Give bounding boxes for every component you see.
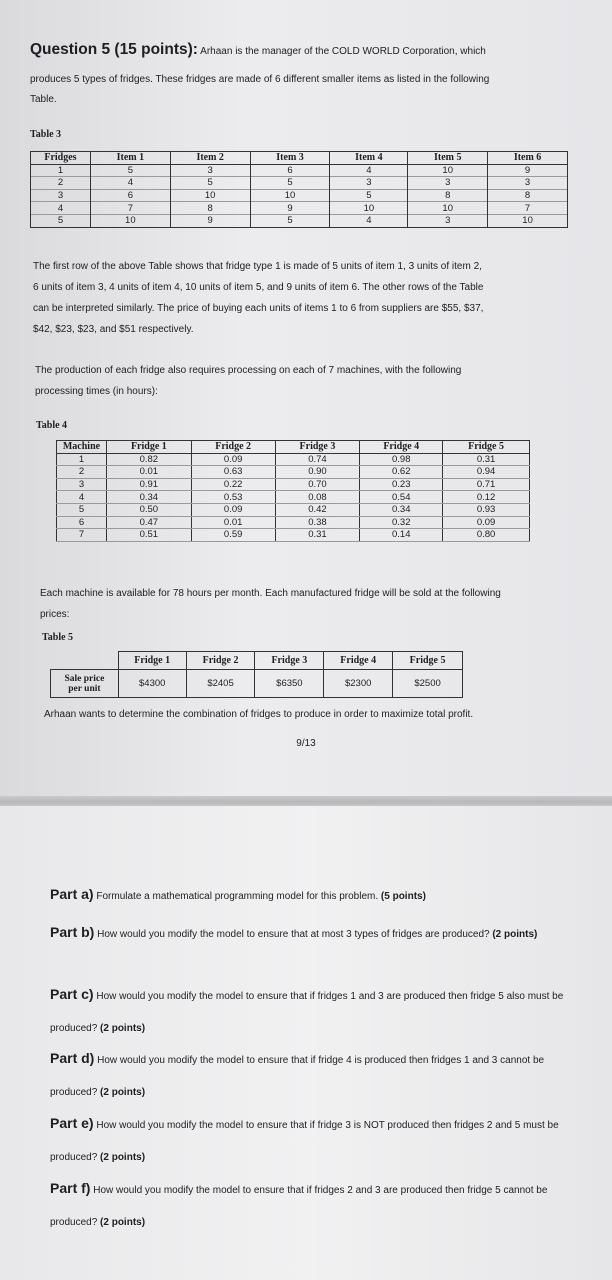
price-cell: $4300	[118, 670, 186, 698]
table-row	[57, 516, 530, 529]
part-text: How would you modify the model to ensure that if fridges 1 and 3 are produced then fridge 5 also must be produced?	[50, 991, 564, 1034]
text-line: The production of each fridge also requires processing on each of 7 machines, with the following	[35, 365, 462, 376]
part-label: Part d)	[50, 1050, 95, 1066]
question-heading	[30, 38, 590, 64]
table-cell: 10	[488, 214, 568, 227]
table-cell: 10	[250, 189, 330, 202]
table-cell: 7	[488, 202, 568, 215]
part-label: Part b)	[50, 924, 95, 940]
table-cell: 3	[170, 164, 250, 177]
table-cell: 0.14	[360, 529, 443, 542]
table-5-header: Fridge 2	[186, 652, 255, 670]
part-label: Part e)	[50, 1115, 94, 1131]
table-3-header: Item 3	[250, 152, 330, 165]
table-4-header: Fridge 2	[191, 441, 275, 454]
table-cell: 0.59	[191, 529, 275, 542]
table-cell: 0.34	[106, 491, 191, 504]
page-number: 9/13	[296, 738, 316, 749]
part-label: Part c)	[50, 986, 94, 1002]
part-text: Formulate a mathematical programming model for this problem.	[96, 891, 379, 902]
part-text: How would you modify the model to ensure that at most 3 types of fridges are produced?	[97, 929, 490, 940]
table-cell: 5	[250, 214, 330, 227]
table-4	[56, 440, 530, 542]
part-question	[50, 1107, 590, 1174]
table-5-corner	[51, 652, 119, 670]
text-line: can be interpreted similarly. The price of buying each units of items 1 to 6 from suppliers are $55, $37,	[33, 303, 484, 314]
table-cell: 0.82	[106, 453, 191, 466]
table-cell: 0.90	[275, 466, 360, 479]
table-cell: 9	[170, 214, 250, 227]
table-row	[57, 503, 530, 516]
part-label: Part a)	[50, 886, 94, 902]
table-5-header: Fridge 4	[324, 652, 393, 670]
table-3-header: Fridges	[31, 152, 91, 165]
table-cell: 0.54	[360, 491, 443, 504]
table-cell: 0.09	[191, 453, 275, 466]
table-cell: 8	[408, 189, 488, 202]
part-text: How would you modify the model to ensure that if fridges 2 and 3 are produced then fridge 5 cannot be produced?	[50, 1185, 548, 1228]
table-cell: 4	[90, 177, 170, 190]
table-cell: 5	[31, 214, 91, 227]
table-row	[31, 202, 568, 215]
table-cell: 0.98	[360, 453, 443, 466]
table-cell: 0.42	[275, 503, 360, 516]
availability-text	[40, 583, 600, 625]
table-cell: 0.91	[106, 478, 191, 491]
table-cell: 0.38	[275, 516, 360, 529]
table-cell: 5	[90, 164, 170, 177]
table-cell: 0.74	[275, 453, 360, 466]
question-intro	[30, 70, 586, 110]
table-cell: 3	[31, 189, 91, 202]
table-4-header: Fridge 5	[443, 441, 530, 454]
table-cell: 6	[90, 189, 170, 202]
table-cell: 10	[330, 202, 408, 215]
table-4-label: Table 4	[36, 420, 68, 431]
text-line: 6 units of item 3, 4 units of item 4, 10 units of item 5, and 9 units of item 6. The other rows of the Table	[33, 282, 484, 293]
price-cell: $6350	[255, 670, 324, 698]
table-cell: 0.08	[275, 491, 360, 504]
table-row	[57, 453, 530, 466]
table-row	[31, 177, 568, 190]
part-points: (5 points)	[380, 891, 426, 902]
table-cell: 9	[250, 202, 330, 215]
table-cell: 6	[250, 164, 330, 177]
table-cell: 0.34	[360, 503, 443, 516]
table-cell: 3	[57, 478, 107, 491]
table-cell: 6	[57, 516, 107, 529]
price-cell: $2405	[186, 670, 255, 698]
table-row	[31, 189, 568, 202]
part-question	[50, 878, 590, 913]
table-3-header: Item 1	[90, 152, 170, 165]
part-question	[50, 916, 590, 951]
table-cell: 0.22	[191, 478, 275, 491]
table-cell: 5	[57, 503, 107, 516]
text-line: Each machine is available for 78 hours per month. Each manufactured fridge will be sold at the following	[40, 588, 501, 599]
table-cell: 10	[90, 214, 170, 227]
table-4-header: Fridge 1	[106, 441, 191, 454]
table-row	[31, 214, 568, 227]
question-lead: Arhaan is the manager of the COLD WORLD Corporation, which	[200, 46, 486, 57]
table-cell: 10	[408, 202, 488, 215]
table-cell: 0.53	[191, 491, 275, 504]
part-points: (2 points)	[492, 929, 538, 940]
table-cell: 4	[57, 491, 107, 504]
table-cell: 0.71	[443, 478, 530, 491]
table-cell: 0.31	[443, 453, 530, 466]
table-cell: 2	[57, 466, 107, 479]
row-label-line: Sale price	[64, 673, 105, 684]
table-3-header: Item 2	[170, 152, 250, 165]
intro-line: Table.	[30, 94, 57, 105]
table-5-header: Fridge 1	[118, 652, 186, 670]
table-4-header: Fridge 4	[360, 441, 443, 454]
text-line: $42, $23, $23, and $51 respectively.	[33, 324, 194, 335]
question-title: Question 5 (15 points):	[30, 41, 198, 58]
part-label: Part f)	[50, 1180, 91, 1196]
table-row	[31, 164, 568, 177]
table-5	[50, 651, 463, 698]
table-cell: 3	[330, 177, 408, 190]
part-question	[50, 1172, 590, 1239]
part-points: (2 points)	[100, 1023, 146, 1034]
table-4-header: Fridge 3	[275, 441, 360, 454]
table-row	[57, 491, 530, 504]
table-row	[57, 478, 530, 491]
table-3-header: Item 6	[488, 152, 568, 165]
table-cell: 0.63	[191, 466, 275, 479]
part-points: (2 points)	[100, 1152, 146, 1163]
table-4-header: Machine	[57, 441, 107, 454]
table-cell: 4	[330, 164, 408, 177]
table-cell: 0.01	[191, 516, 275, 529]
part-points: (2 points)	[100, 1087, 146, 1098]
table-5-header: Fridge 3	[255, 652, 324, 670]
table-cell: 0.94	[443, 466, 530, 479]
table-cell: 0.50	[106, 503, 191, 516]
table-cell: 5	[250, 177, 330, 190]
table-cell: 0.80	[443, 529, 530, 542]
table-cell: 4	[31, 202, 91, 215]
table-cell: 8	[488, 189, 568, 202]
table-cell: 8	[170, 202, 250, 215]
table-3-header: Item 4	[330, 152, 408, 165]
table-5-header: Fridge 5	[393, 652, 463, 670]
table-3-explanation	[33, 256, 593, 340]
table-cell: 5	[170, 177, 250, 190]
table-cell: 10	[408, 164, 488, 177]
table-cell: 0.70	[275, 478, 360, 491]
part-text: How would you modify the model to ensure that if fridge 3 is NOT produced then fridges 2 and 5 must be produced?	[50, 1120, 559, 1163]
objective-text: Arhaan wants to determine the combination of fridges to produce in order to maximize total profit.	[44, 709, 474, 720]
table-cell: 1	[31, 164, 91, 177]
part-question	[50, 1042, 590, 1109]
price-cell: $2300	[324, 670, 393, 698]
text-line: processing times (in hours):	[35, 386, 158, 397]
machines-intro	[35, 360, 595, 402]
table-3	[30, 151, 568, 228]
table-cell: 0.09	[191, 503, 275, 516]
table-cell: 0.32	[360, 516, 443, 529]
table-cell: 9	[488, 164, 568, 177]
table-cell: 3	[408, 177, 488, 190]
table-cell: 0.12	[443, 491, 530, 504]
part-text: How would you modify the model to ensure that if fridge 4 is produced then fridges 1 and 3 cannot be produced?	[50, 1055, 545, 1098]
table-cell: 0.47	[106, 516, 191, 529]
table-cell: 2	[31, 177, 91, 190]
table-cell: 0.01	[106, 466, 191, 479]
table-cell: 10	[170, 189, 250, 202]
table-5-label: Table 5	[42, 632, 74, 643]
intro-line: produces 5 types of fridges. These fridges are made of 6 different smaller items as listed in the following	[30, 74, 490, 85]
table-cell: 7	[90, 202, 170, 215]
table-cell: 5	[330, 189, 408, 202]
table-row	[57, 529, 530, 542]
table-cell: 0.09	[443, 516, 530, 529]
table-3-header: Item 5	[408, 152, 488, 165]
table-cell: 1	[57, 453, 107, 466]
table-row	[57, 466, 530, 479]
part-question	[50, 978, 590, 1045]
price-cell: $2500	[393, 670, 463, 698]
table-cell: 0.31	[275, 529, 360, 542]
table-cell: 3	[408, 214, 488, 227]
text-line: The first row of the above Table shows that fridge type 1 is made of 5 units of item 1, 3 units of item 2,	[33, 261, 482, 272]
table-5-row-label	[51, 670, 119, 698]
table-cell: 3	[488, 177, 568, 190]
table-cell: 0.62	[360, 466, 443, 479]
text-line: prices:	[40, 609, 70, 620]
table-3-label: Table 3	[30, 129, 62, 140]
table-cell: 4	[330, 214, 408, 227]
row-label-line: per unit	[68, 683, 101, 694]
table-cell: 7	[57, 529, 107, 542]
table-cell: 0.51	[106, 529, 191, 542]
part-points: (2 points)	[100, 1217, 146, 1228]
table-cell: 0.93	[443, 503, 530, 516]
table-cell: 0.23	[360, 478, 443, 491]
